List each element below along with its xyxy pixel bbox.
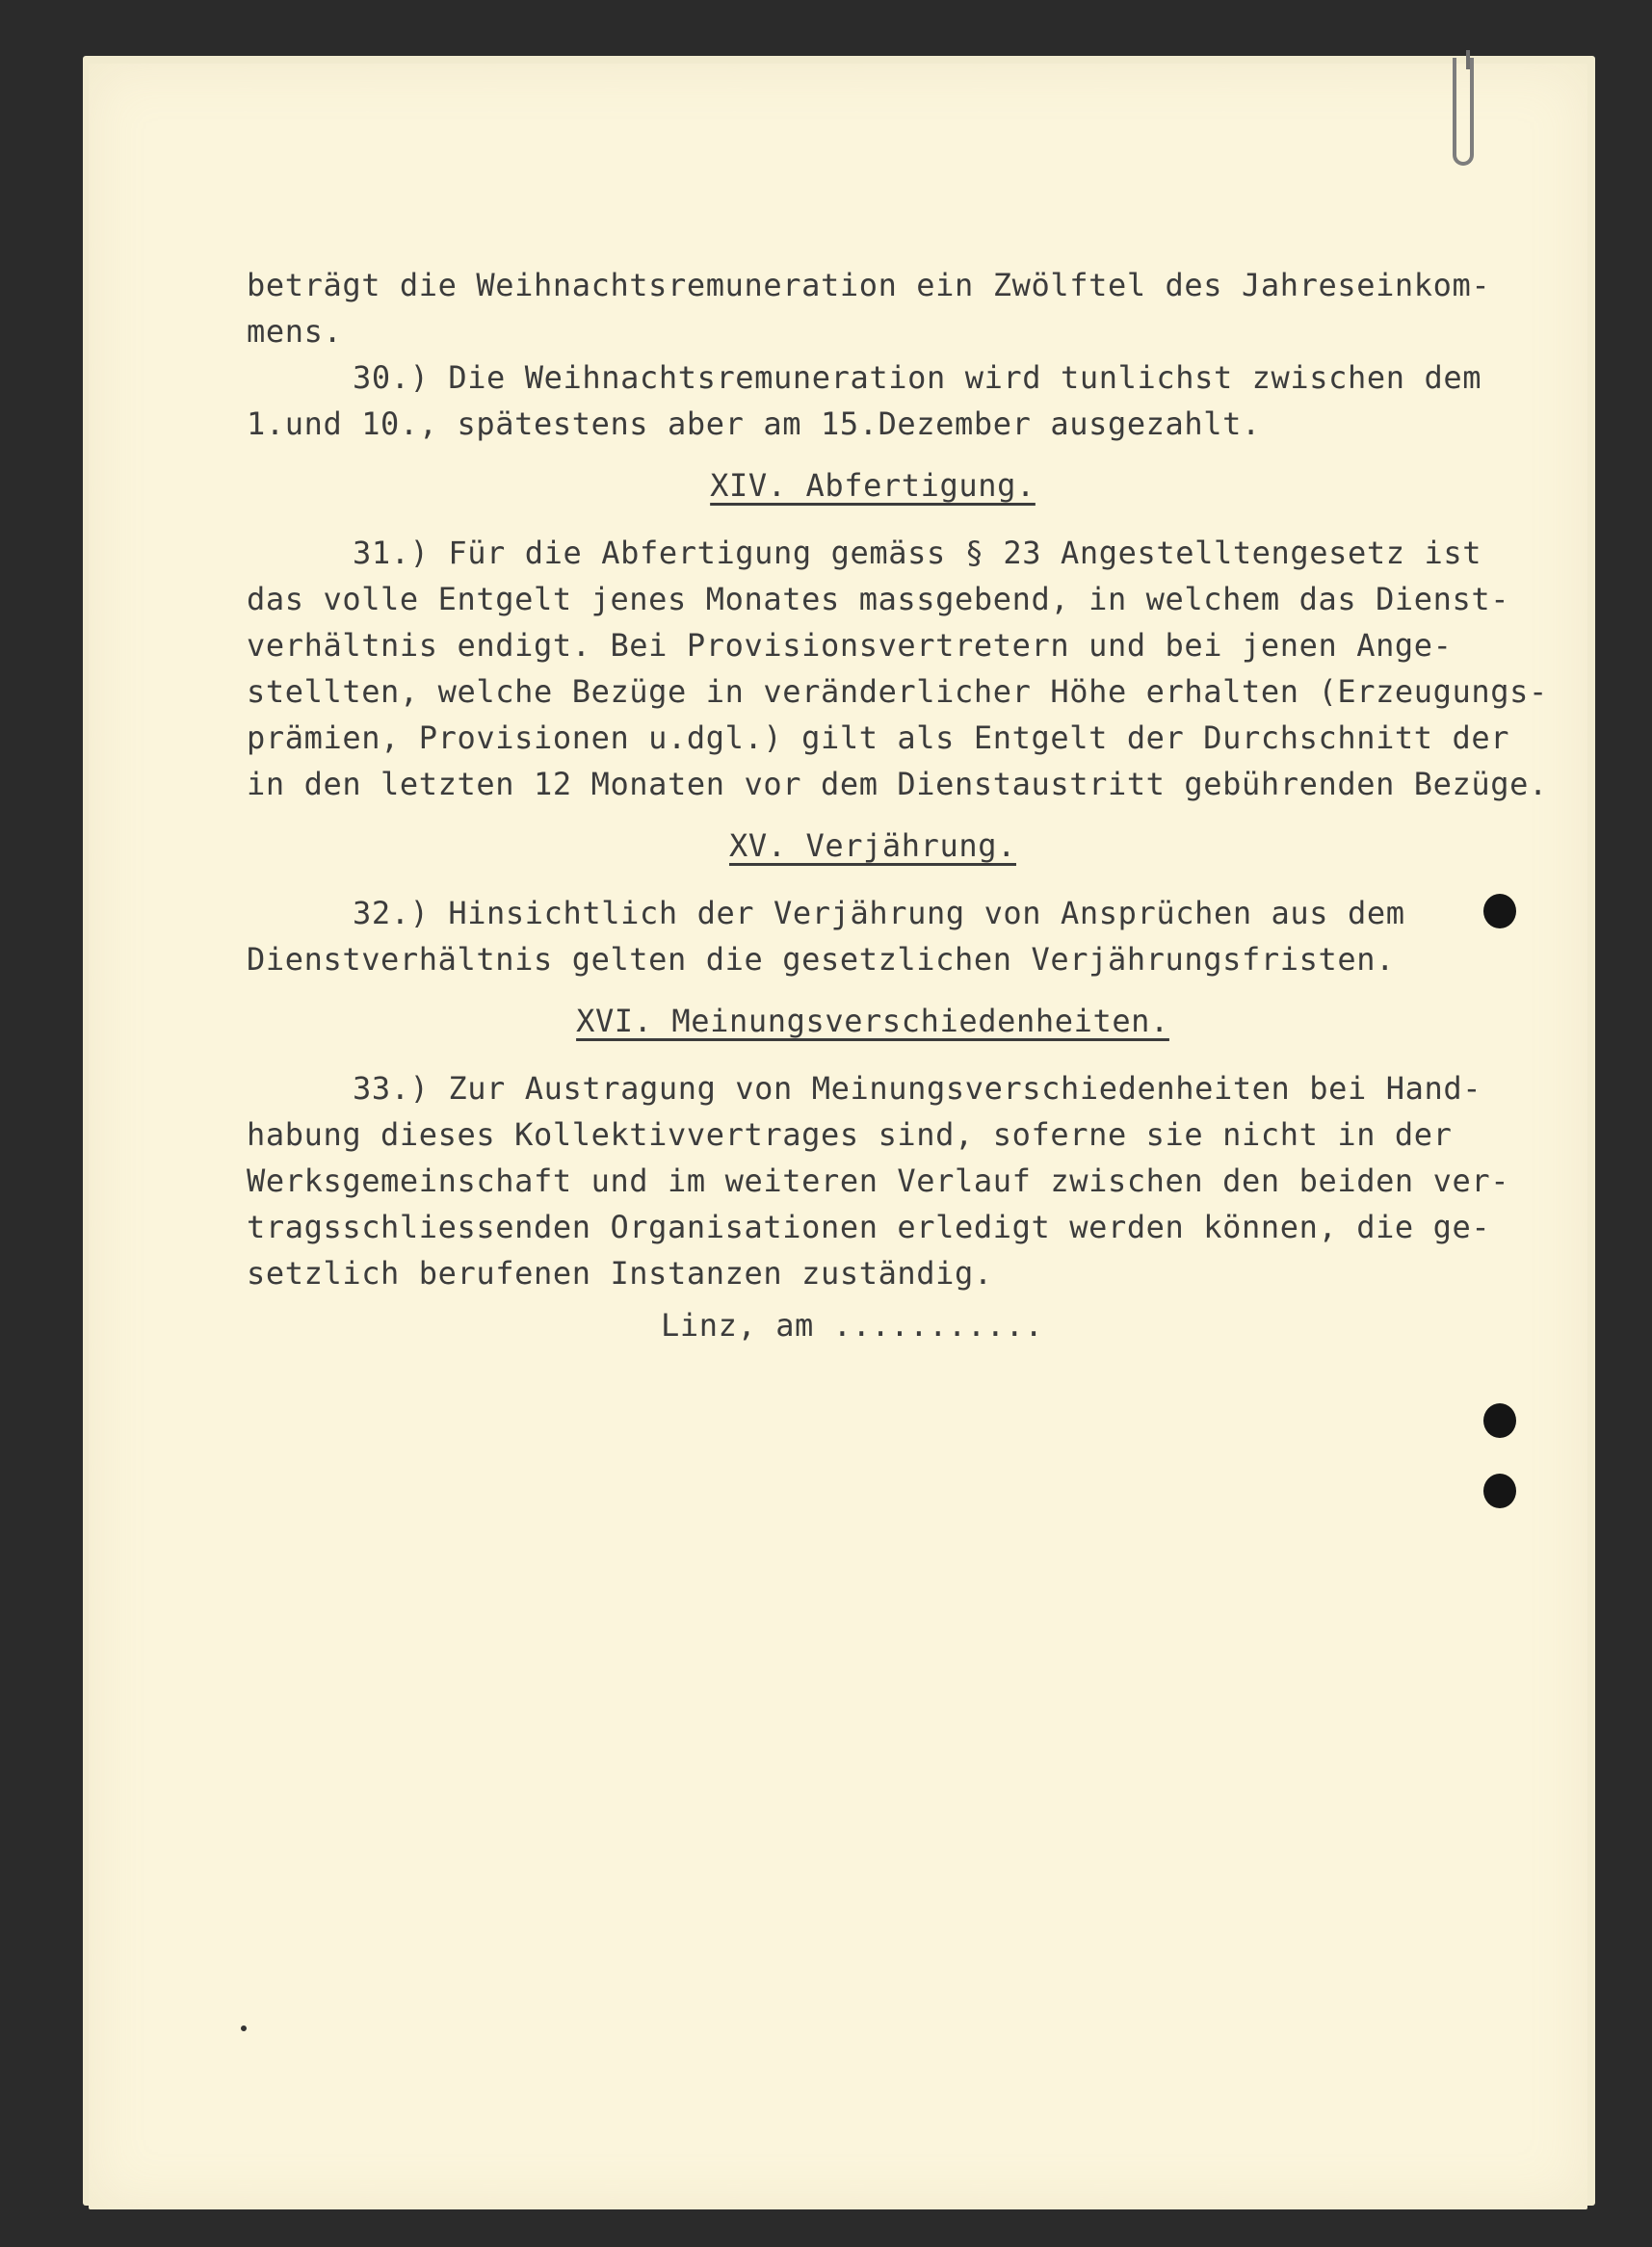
document-body bbox=[247, 262, 1548, 1354]
text-line: beträgt die Weihnachtsremuneration ein Zwölftel des Jahreseinkom- bbox=[247, 267, 1491, 303]
ink-speck bbox=[241, 2025, 247, 2031]
text-line: habung dieses Kollektivvertrages sind, soferne sie nicht in der bbox=[247, 1116, 1453, 1153]
heading-text: XV. Verjährung. bbox=[729, 827, 1016, 864]
text-line: Dienstverhältnis gelten die gesetzlichen Verjährungsfristen. bbox=[247, 941, 1395, 978]
text-line: 31.) Für die Abfertigung gemäss § 23 Angestelltengesetz ist bbox=[353, 535, 1482, 571]
text-line: 33.) Zur Austragung von Meinungsverschiedenheiten bei Hand- bbox=[353, 1070, 1482, 1107]
text-line: stellten, welche Bezüge in veränderlicher Höhe erhalten (Erzeugungs- bbox=[247, 673, 1548, 710]
text-line: 1.und 10., spätestens aber am 15.Dezember ausgezahlt. bbox=[247, 405, 1261, 442]
heading-text: XVI. Meinungsverschiedenheiten. bbox=[576, 1003, 1169, 1039]
text-line: verhältnis endigt. Bei Provisionsvertretern und bei jenen Ange- bbox=[247, 627, 1453, 664]
section-heading bbox=[247, 982, 1499, 1050]
section-heading bbox=[247, 807, 1499, 875]
text-line: tragsschliessenden Organisationen erledigt werden können, die ge- bbox=[247, 1209, 1491, 1245]
punch-hole bbox=[1483, 1403, 1516, 1438]
punch-hole bbox=[1483, 1474, 1516, 1508]
heading-text: XIV. Abfertigung. bbox=[710, 467, 1036, 504]
text-line: Werksgemeinschaft und im weiteren Verlauf zwischen den beiden ver- bbox=[247, 1163, 1510, 1199]
text-line: das volle Entgelt jenes Monates massgebend, in welchem das Dienst- bbox=[247, 581, 1510, 617]
section-heading bbox=[247, 447, 1499, 514]
text-line: in den letzten 12 Monaten vor dem Dienstaustritt gebührenden Bezüge. bbox=[247, 766, 1548, 802]
text-line: mens. bbox=[247, 313, 343, 350]
text-line: setzlich berufenen Instanzen zuständig. bbox=[247, 1255, 993, 1292]
text-line: 30.) Die Weihnachtsremuneration wird tunlichst zwischen dem bbox=[353, 359, 1482, 396]
text-line: 32.) Hinsichtlich der Verjährung von Ansprüchen aus dem bbox=[353, 895, 1405, 931]
text-line: prämien, Provisionen u.dgl.) gilt als Entgelt der Durchschnitt der bbox=[247, 719, 1510, 756]
paper-clip-icon bbox=[1453, 58, 1474, 166]
closing-place-date: Linz, am ........... bbox=[661, 1307, 1044, 1344]
